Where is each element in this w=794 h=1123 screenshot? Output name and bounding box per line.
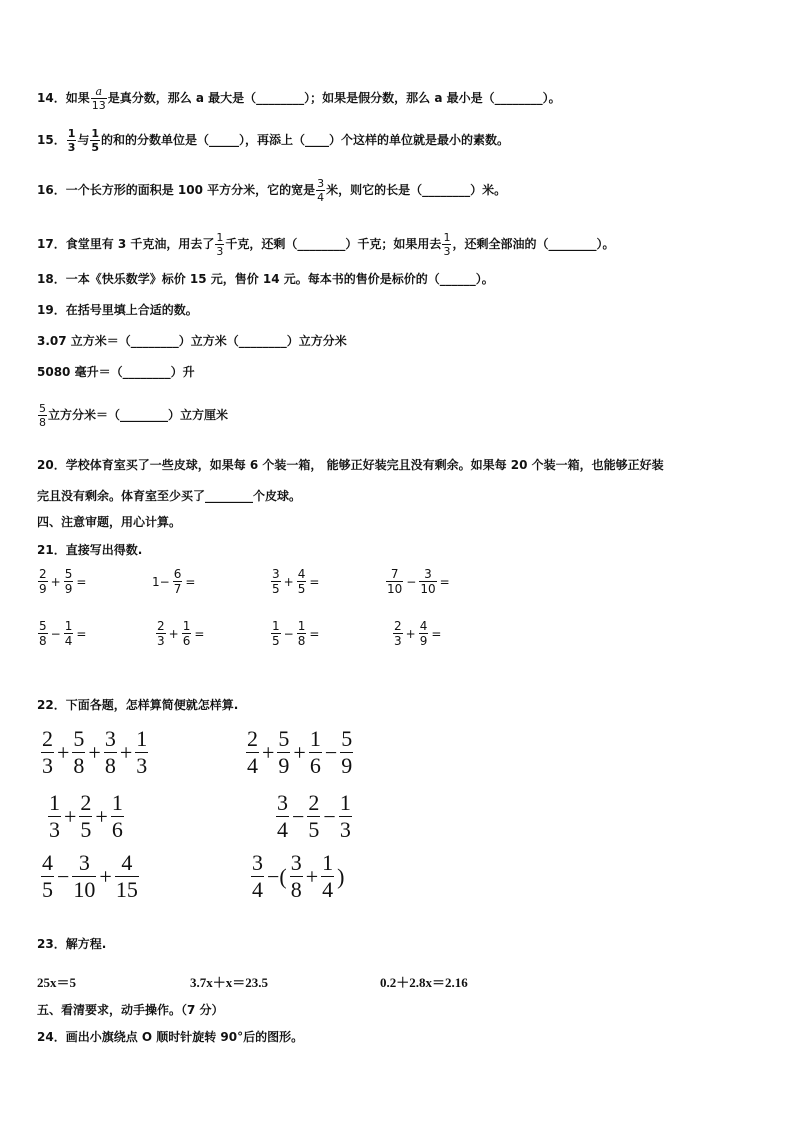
- fraction: $\frac{3}{8}$: [290, 850, 302, 902]
- operator: 1−: [152, 574, 170, 589]
- fraction: $\frac{1}{3}$: [339, 790, 351, 842]
- calc-item: [37, 568, 88, 595]
- question-number: 16．: [37, 183, 66, 197]
- question-17: 17．食堂里有 3 千克油，用去了 $\frac{1}{3}$ 千克，还剩（________）千克；如果用去 $\frac{1}{3}$ ，还剩全部油的（________）。: [37, 231, 615, 258]
- fraction: $\frac{1}{3}$: [49, 790, 60, 842]
- operator: =: [76, 626, 87, 641]
- fraction: $\frac{1}{6}$: [182, 619, 191, 648]
- fraction: $\frac{4}{9}$: [419, 619, 428, 648]
- question-16: 16．一个长方形的面积是 100 平方分米，它的宽是 $\frac{3}{4}$ 米，则它的长是（________）米。: [37, 177, 507, 204]
- fraction: $\frac{3}{4}$: [277, 790, 288, 842]
- calc-item: [270, 620, 321, 647]
- question-15: 15． $\frac{1}{3}$ 与 $\frac{1}{5}$ 的和的分数单位是（_____），再添上（____）个这样的单位就是最小的素数。: [37, 127, 510, 154]
- operator: +: [405, 626, 416, 641]
- operator: +: [99, 863, 112, 889]
- simplify-item: [47, 792, 125, 841]
- calc-item: [37, 620, 88, 647]
- fraction: $\frac{2}{3}$: [157, 619, 165, 648]
- operator: +: [88, 739, 101, 765]
- question-21-title: 21．直接写出得数.: [37, 543, 143, 557]
- fraction: $\frac{1}{3}$: [67, 127, 76, 154]
- fraction: $\frac{4}{15}$: [115, 850, 138, 902]
- fraction: $\frac{2}{4}$: [247, 726, 258, 778]
- fraction: $\frac{1}{3}$: [443, 231, 451, 258]
- question-20-line-2: 完且没有剩余。体育室至少买了________个皮球。: [37, 489, 302, 503]
- calc-item: [150, 568, 197, 595]
- operator: =: [309, 626, 320, 641]
- operator: +: [305, 863, 319, 889]
- fraction: $\frac{2}{3}$: [394, 619, 402, 648]
- question-19-line-2: 5080 毫升＝（________）升: [37, 365, 195, 379]
- operator: −: [50, 626, 61, 641]
- question-22-title: 22．下面各题，怎样算简便就怎样算.: [37, 698, 239, 712]
- question-23-title: 23．解方程.: [37, 937, 107, 951]
- operator: −(: [267, 863, 287, 889]
- question-number: 14．: [37, 91, 66, 105]
- fraction: $\frac{3}{4}$: [317, 177, 325, 204]
- calc-item: [392, 620, 443, 647]
- calc-item: [385, 568, 452, 595]
- fraction: $\frac{7}{10}$: [387, 567, 403, 596]
- operator: ): [337, 863, 345, 889]
- operator: +: [283, 574, 294, 589]
- fraction: $\frac{3}{10}$: [73, 850, 96, 902]
- fraction: $\frac{1}{5}$: [91, 127, 100, 154]
- fraction: $\frac{2}{9}$: [39, 567, 47, 596]
- simplify-item: [275, 792, 353, 841]
- fraction: $\frac{6}{7}$: [173, 567, 182, 596]
- fraction: $\frac{5}{9}$: [278, 726, 290, 778]
- section-heading-5: 五、看清要求，动手操作。（7 分）: [37, 1003, 224, 1017]
- fraction: $\frac{2}{5}$: [80, 790, 92, 842]
- question-19-title: 19．在括号里填上合适的数。: [37, 303, 198, 317]
- fraction: $\frac{5}{8}$: [73, 726, 85, 778]
- operator: =: [185, 574, 196, 589]
- fraction: $\frac{1}{3}$: [216, 231, 224, 258]
- operator: =: [431, 626, 442, 641]
- simplify-item: [245, 728, 354, 777]
- calc-item: [270, 568, 321, 595]
- fraction: $\frac{5}{8}$: [39, 619, 47, 648]
- fraction: $\frac{1}{8}$: [297, 619, 306, 648]
- fraction: $\frac{5}{9}$: [64, 567, 73, 596]
- operator: +: [119, 739, 133, 765]
- equation-2: 3.7x＋x＝23.5: [190, 975, 269, 990]
- question-number: 15．: [37, 133, 66, 147]
- operator: −: [323, 803, 336, 829]
- fraction: $\frac{3}{4}$: [252, 850, 263, 902]
- simplify-item: [40, 852, 140, 901]
- operator: −: [324, 739, 338, 765]
- question-18: 18．一本《快乐数学》标价 15 元，售价 14 元。每本书的售价是标价的（______）。: [37, 272, 494, 286]
- operator: −: [292, 803, 305, 829]
- question-19-line-1: 3.07 立方米＝（________）立方米（________）立方分米: [37, 334, 347, 348]
- operator: =: [76, 574, 87, 589]
- section-heading-4: 四、注意审题，用心计算。: [37, 515, 182, 529]
- fraction: $\frac{3}{10}$: [420, 567, 436, 596]
- fraction: $\frac{1}{4}$: [322, 850, 334, 902]
- fraction: $\frac{a}{13}$: [91, 85, 106, 112]
- fraction: $\frac{1}{5}$: [272, 619, 280, 648]
- question-24: 24．画出小旗绕点 O 顺时针旋转 90°后的图形。: [37, 1030, 304, 1044]
- fraction: $\frac{1}{6}$: [111, 790, 123, 842]
- operator: +: [262, 739, 275, 765]
- fraction: $\frac{3}{5}$: [272, 567, 280, 596]
- fraction: $\frac{2}{5}$: [308, 790, 320, 842]
- question-number: 17．: [37, 237, 66, 251]
- calc-item: [155, 620, 206, 647]
- fraction: $\frac{4}{5}$: [297, 567, 306, 596]
- operator: −: [406, 574, 417, 589]
- operator: −: [57, 863, 70, 889]
- fraction: $\frac{1}{6}$: [309, 726, 321, 778]
- question-14: 14．如果 $\frac{a}{13}$ 是真分数，那么 a 最大是（________）；如果是假分数，那么 a 最小是（________）。: [37, 85, 561, 112]
- fraction: $\frac{2}{3}$: [42, 726, 53, 778]
- fraction: $\frac{1}{4}$: [64, 619, 73, 648]
- question-20-line-1: 20．学校体育室买了一些皮球，如果每 6 个装一箱， 能够正好装完且没有剩余。如果每 20 个装一箱，也能够正好装: [37, 458, 664, 472]
- operator: −: [283, 626, 294, 641]
- simplify-item: [250, 852, 346, 901]
- operator: =: [309, 574, 320, 589]
- operator: =: [439, 574, 450, 589]
- equation-3: 0.2＋2.8x＝2.16: [380, 975, 468, 990]
- fraction: $\frac{3}{8}$: [104, 726, 116, 778]
- fraction: $\frac{5}{9}$: [341, 726, 353, 778]
- operator: +: [293, 739, 306, 765]
- operator: +: [50, 574, 61, 589]
- operator: +: [57, 739, 70, 765]
- fraction: $\frac{4}{5}$: [42, 850, 53, 902]
- operator: +: [168, 626, 179, 641]
- simplify-item: [40, 728, 149, 777]
- equation-1: 25x＝5: [37, 975, 77, 990]
- operator: +: [95, 803, 108, 829]
- operator: =: [194, 626, 205, 641]
- fraction: $\frac{5}{8}$: [39, 402, 46, 429]
- operator: +: [64, 803, 77, 829]
- fraction: $\frac{1}{3}$: [136, 726, 148, 778]
- question-19-line-3: $\frac{5}{8}$ 立方分米＝（________）立方厘米: [39, 402, 229, 429]
